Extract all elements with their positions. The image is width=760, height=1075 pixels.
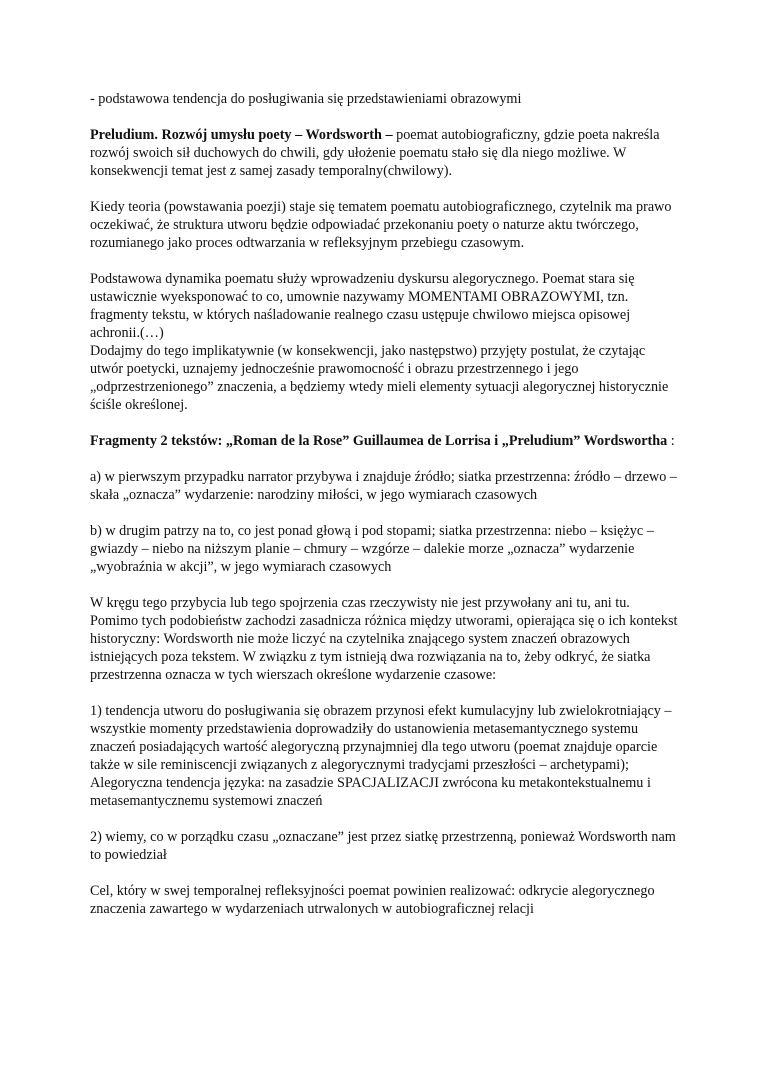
paragraph-goal: Cel, który w swej temporalnej refleksyjności poemat powinien realizować: odkrycie alegorycznego znaczenia zawartego w wydarzeniach utrwalonych w autobiograficznej relacji: [90, 883, 655, 917]
paragraph-implicit: Dodajmy do tego implikatywnie (w konsekwencji, jako następstwo) przyjęty postulat, że czytając utwór poetycki, uznajemy jednocześnie prawomocność i obrazu przestrzennego i jego „odprzestrzenionego” znaczenia, a będziemy wtedy mieli elementy sytuacji alegorycznej historycznie ściśle określonej.: [90, 343, 669, 413]
paragraph-circle: W kręgu tego przybycia lub tego spojrzenia czas rzeczywisty nie jest przywołany ani tu, ani tu.: [90, 595, 630, 611]
paragraph-dynamics: Podstawowa dynamika poematu służy wprowadzeniu dyskursu alegorycznego. Poemat stara się ustawicznie wyeksponować to co, umownie nazywamy MOMENTAMI OBRAZOWYMI, tzn. fragmenty tekstu, w których naśladowanie realnego czasu ustępuje chwilowo miejsca opisowej achronii.(…): [90, 271, 635, 341]
list-item-2: 2) wiemy, co w porządku czasu „oznaczane” jest przez siatkę przestrzenną, ponieważ Wordsworth nam to powiedział: [90, 829, 676, 863]
list-item-1: 1) tendencja utworu do posługiwania się obrazem przynosi efekt kumulacyjny lub zwielokrotniający – wszystkie momenty przedstawienia doprowadziły do ustanowienia metasemantycznego systemu znaczeń posiadających wartość alegoryczną przynajmniej dla tego utworu (poemat znajduje oparcie także w sile reminiscencji związanych z alegorycznymi tradycjami przeszłości – archetypami);: [90, 703, 672, 773]
paragraph-theory: Kiedy teoria (powstawania poezji) staje się tematem poematu autobiograficznego, czytelnik ma prawo oczekiwać, że struktura utworu będzie odpowiadać przekonaniu poety o naturze aktu twórczego, rozumianego jako proces odtwarzania w refleksyjnym przebiegu czasowym.: [90, 199, 672, 251]
paragraph-allegoric: Alegoryczna tendencja języka: na zasadzie SPACJALIZACJI zwrócona ku metakontekstualnemu i metasemantycznemu systemowi znaczeń: [90, 775, 651, 809]
section-preludium: [90, 126, 680, 180]
list-item-a: a) w pierwszym przypadku narrator przybywa i znajduje źródło; siatka przestrzenna: źródło – drzewo – skała „oznacza” wydarzenie: narodziny miłości, w jego wymiarach czasowych: [90, 469, 677, 503]
list-item-b: b) w drugim patrzy na to, co jest ponad głową i pod stopami; siatka przestrzenna: niebo – księżyc – gwiazdy – niebo na niższym planie – chmury – wzgórze – dalekie morze „oznacza” wydarzenie „wyobraźnia w akcji”, w jego wymiarach czasowych: [90, 523, 654, 575]
section-fragments: [90, 432, 680, 450]
section-preludium-text: poemat autobiograficzny, gdzie poeta nakreśla rozwój swoich sił duchowych do chwili, gdy ułożenie poematu stało się dla niego możliwe. W konsekwencji temat jest z samej zasady temporalny(chwilowy).: [90, 127, 660, 179]
section-fragments-text: :: [667, 433, 675, 449]
section-fragments-title: Fragmenty 2 tekstów: „Roman de la Rose” Guillaumea de Lorrisa i „Preludium” Wordswortha: [90, 433, 668, 449]
paragraph-despite: Pomimo tych podobieństw zachodzi zasadnicza różnica między utworami, opierająca się o ich kontekst historyczny: Wordsworth nie może liczyć na czytelnika znającego system znaczeń obrazowych istniejących poza tekstem. W związku z tym istnieją dwa rozwiązania na to, żeby odkryć, że siatka przestrzenna oznacza w tych wierszach określone wydarzenie czasowe:: [90, 613, 678, 683]
intro-line: - podstawowa tendencja do posługiwania się przedstawieniami obrazowymi: [90, 91, 522, 107]
document-body: [90, 90, 680, 936]
section-preludium-title: Preludium. Rozwój umysłu poety – Wordsworth –: [90, 127, 393, 143]
